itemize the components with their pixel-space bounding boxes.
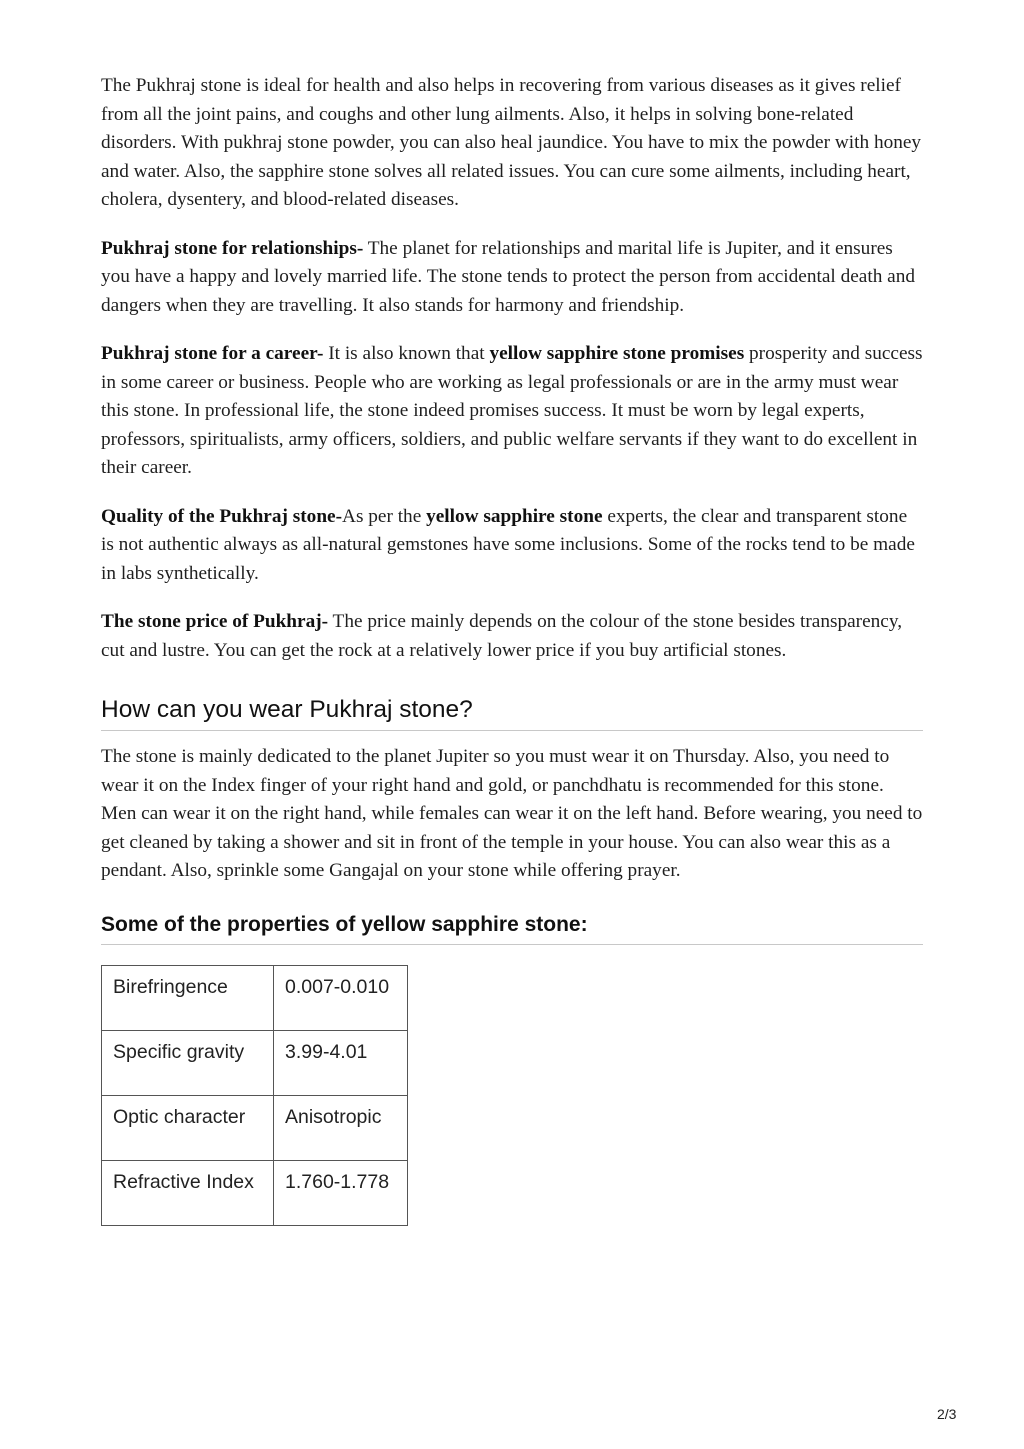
career-heading: Pukhraj stone for a career- <box>101 343 324 364</box>
property-value-cell: Anisotropic <box>274 1095 408 1160</box>
wear-section-heading: How can you wear Pukhraj stone? <box>101 695 923 731</box>
relationships-paragraph <box>101 235 923 321</box>
career-paragraph <box>101 340 923 483</box>
career-emphasis-link[interactable]: yellow sapphire stone promises <box>489 343 745 364</box>
property-name-cell: Birefringence <box>102 965 274 1030</box>
table-row <box>102 1160 408 1225</box>
properties-table <box>101 965 408 1226</box>
career-text-after: prosperity and success in some career or business. People who are working as legal professionals or are in the army must wear this stone. In professional life, the stone indeed promises success. It must be worn by legal experts, professors, spiritualists, army officers, soldiers, and public welfare servants if they want to do excellent in their career. <box>101 343 923 478</box>
wear-section-paragraph: The stone is mainly dedicated to the planet Jupiter so you must wear it on Thursday. Also, you need to wear it on the Index finger of your right hand and gold, or panchdhatu is recommended for this stone. Men can wear it on the right hand, while females can wear it on the left hand. Before wearing, you need to get cleaned by taking a shower and sit in front of the temple in your house. You can also wear this as a pendant. Also, sprinkle some Gangajal on your stone while offering prayer. <box>101 746 923 881</box>
document-body <box>101 72 923 1226</box>
price-text: The price mainly depends on the colour of the stone besides transparency, cut and lustre. You can get the rock at a relatively lower price if you buy artificial stones. <box>101 611 903 661</box>
property-name-cell: Refractive Index <box>102 1160 274 1225</box>
properties-section-heading <box>101 912 923 945</box>
quality-paragraph <box>101 503 923 589</box>
quality-heading: Quality of the Pukhraj stone- <box>101 505 343 527</box>
table-row <box>102 1095 408 1160</box>
quality-text-after: experts, the clear and transparent stone is not authentic always as all-natural gemstones have some inclusions. Some of the rocks tend to be made in labs synthetically. <box>101 505 915 584</box>
quality-emphasis-link[interactable]: yellow sapphire stone <box>426 505 603 527</box>
property-name-cell: Optic character <box>102 1095 274 1160</box>
property-name-cell: Specific gravity <box>102 1030 274 1095</box>
relationships-heading: Pukhraj stone for relationships- <box>101 237 364 259</box>
property-value-cell: 1.760-1.778 <box>274 1160 408 1225</box>
relationships-text: The planet for relationships and marital life is Jupiter, and it ensures you have a happy and lovely married life. The stone tends to protect the person from accidental death and dangers when they are travelling. It also stands for harmony and friendship. <box>101 237 915 316</box>
table-row <box>102 965 408 1030</box>
table-row <box>102 1030 408 1095</box>
price-paragraph <box>101 608 923 665</box>
property-value-cell: 0.007-0.010 <box>274 965 408 1030</box>
quality-text-before: As per the <box>342 505 427 527</box>
career-text-before: It is also known that <box>323 343 490 364</box>
intro-paragraph: The Pukhraj stone is ideal for health and also helps in recovering from various diseases as it gives relief from all the joint pains, and coughs and other lung ailments. Also, it helps in solving bone-related disorders. With pukhraj stone powder, you can also heal jaundice. You have to mix the powder with honey and water. Also, the sapphire stone solves all related issues. You can cure some ailments, including heart, cholera, dysentery, and blood-related diseases. <box>101 75 922 210</box>
price-heading: The stone price of Pukhraj- <box>101 611 329 632</box>
properties-heading-text: Some of the properties of yellow sapphire stone: <box>101 912 588 936</box>
page-number: 2/3 <box>937 1406 957 1422</box>
property-value-cell: 3.99-4.01 <box>274 1030 408 1095</box>
